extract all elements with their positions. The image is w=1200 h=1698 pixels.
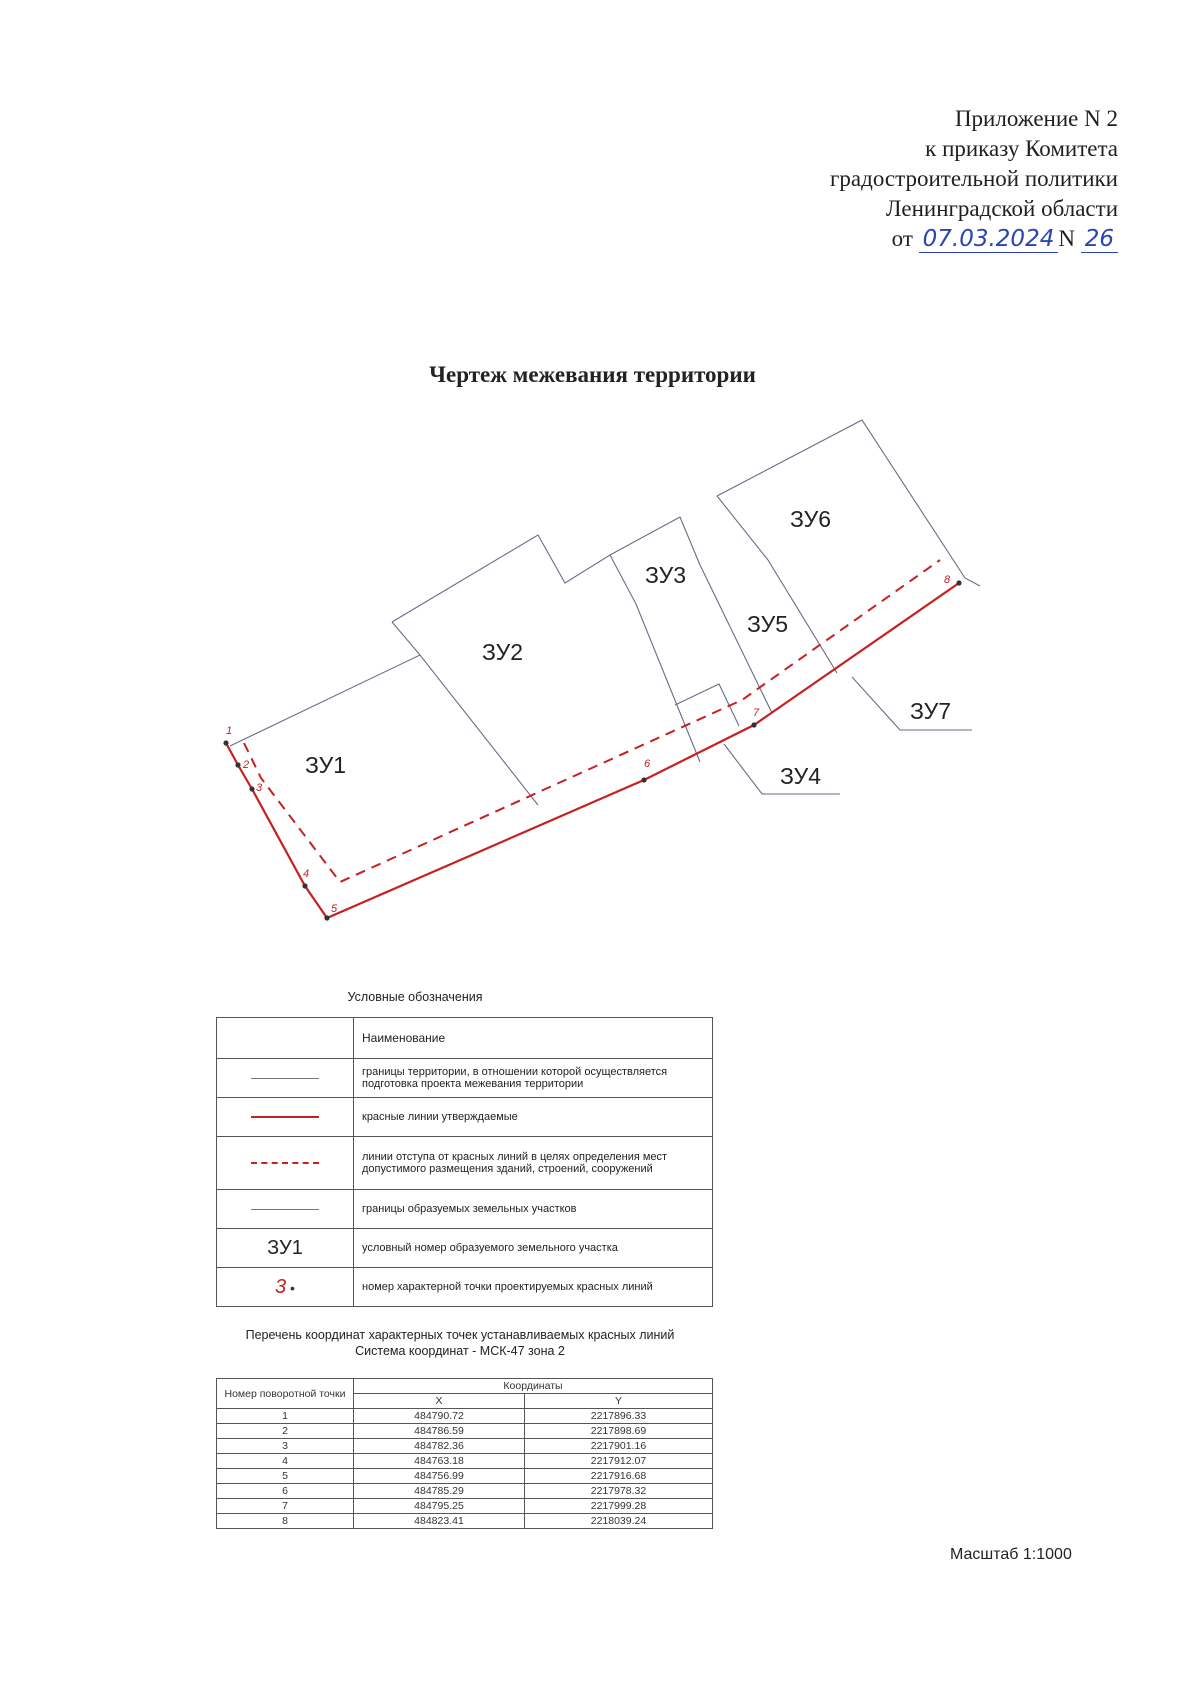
point-3	[249, 786, 254, 791]
table-row	[217, 1499, 713, 1514]
appendix-line: Ленинградской области	[885, 196, 1118, 221]
col-number: Номер поворотной точки	[217, 1379, 354, 1409]
point-7	[751, 722, 756, 727]
appendix-line: Приложение N 2	[954, 106, 1118, 131]
legend-header: Наименование	[354, 1018, 713, 1059]
coord-cell-x: 484795.25	[354, 1499, 525, 1514]
zu2-side	[392, 622, 420, 655]
point-label: 6	[644, 758, 651, 770]
legend-row	[217, 1137, 713, 1190]
point-4	[302, 883, 307, 888]
legend-row	[217, 1229, 713, 1268]
point-label: 4	[303, 868, 310, 880]
coord-cell-y: 2217912.07	[524, 1454, 712, 1469]
appendix-line: к приказу Комитета	[925, 136, 1118, 161]
scale-label: Масштаб 1:1000	[950, 1546, 1072, 1563]
legend-symbol-cell	[217, 1018, 354, 1059]
col-coords: Координаты	[354, 1379, 713, 1394]
zu1-boundary	[230, 655, 538, 805]
coord-cell-x: 484786.59	[354, 1424, 525, 1439]
legend-symbol-cell	[217, 1229, 354, 1268]
legend-text: номер характерной точки проектируемых красных линий	[354, 1268, 713, 1307]
coord-cell-x: 484785.29	[354, 1484, 525, 1499]
point-2	[235, 762, 240, 767]
point-label: 5	[331, 903, 338, 915]
coords-caption-line: Система координат - МСК-47 зона 2	[355, 1344, 565, 1358]
coord-cell-x: 484790.72	[354, 1409, 525, 1424]
parcel-label: ЗУ4	[780, 763, 822, 789]
parcel-label: ЗУ3	[645, 562, 687, 588]
appendix-line: градостроительной политики	[830, 166, 1118, 191]
legend-row	[217, 1059, 713, 1098]
legend-symbol-cell	[217, 1190, 354, 1229]
coord-cell-n: 4	[217, 1454, 354, 1469]
coord-cell-y: 2217901.16	[524, 1439, 712, 1454]
coord-cell-n: 1	[217, 1409, 354, 1424]
parcel-label: ЗУ7	[910, 698, 952, 724]
col-y: Y	[524, 1394, 712, 1409]
coord-cell-y: 2218039.24	[524, 1514, 712, 1529]
parcel-label: ЗУ1	[305, 752, 347, 778]
table-row	[217, 1469, 713, 1484]
coord-cell-n: 6	[217, 1484, 354, 1499]
zu6-boundary	[717, 420, 980, 586]
coord-cell-y: 2217916.68	[524, 1469, 712, 1484]
legend-symbol-cell	[217, 1059, 354, 1098]
coord-cell-n: 7	[217, 1499, 354, 1514]
coord-cell-x: 484763.18	[354, 1454, 525, 1469]
coord-cell-x: 484823.41	[354, 1514, 525, 1529]
coord-cell-n: 8	[217, 1514, 354, 1529]
date-prefix: от	[891, 226, 913, 251]
point-5	[324, 915, 329, 920]
legend-text: границы территории, в отношении которой осуществляется подготовка проекта межевания территории	[354, 1059, 713, 1098]
legend-text: линии отступа от красных линий в целях определения мест допустимого размещения зданий, строений, сооружений	[354, 1137, 713, 1190]
parcel-label: ЗУ2	[482, 639, 524, 665]
legend-symbol-cell	[217, 1268, 354, 1307]
zu5-zu6-divider	[717, 496, 768, 560]
table-row	[217, 1484, 713, 1499]
parcel-boundaries	[230, 420, 980, 805]
coord-cell-n: 5	[217, 1469, 354, 1484]
coord-cell-x: 484756.99	[354, 1469, 525, 1484]
coords-caption	[0, 1327, 920, 1359]
coord-cell-n: 3	[217, 1439, 354, 1454]
coord-cell-x: 484782.36	[354, 1439, 525, 1454]
table-row	[217, 1409, 713, 1424]
legend-text: условный номер образуемого земельного участка	[354, 1229, 713, 1268]
coords-caption-line: Перечень координат характерных точек устанавливаемых красных линий	[245, 1328, 675, 1342]
legend-text: границы образуемых земельных участков	[354, 1190, 713, 1229]
legend-header-row	[217, 1018, 713, 1059]
table-row	[217, 1454, 713, 1469]
thin-line-symbol	[251, 1078, 319, 1079]
red-dashed-line-symbol	[251, 1162, 319, 1164]
red-line	[226, 583, 959, 918]
red-line-symbol	[251, 1116, 319, 1118]
point-8	[956, 580, 961, 585]
coords-body	[217, 1409, 713, 1529]
table-row	[217, 1424, 713, 1439]
coord-cell-y: 2217896.33	[524, 1409, 712, 1424]
parcel-labels	[305, 506, 951, 789]
point-number-symbol: 3	[275, 1275, 287, 1298]
point-label: 8	[944, 574, 951, 586]
legend-row	[217, 1268, 713, 1307]
coord-cell-n: 2	[217, 1424, 354, 1439]
point-dot-icon: •	[286, 1279, 295, 1296]
parcel-label-symbol: ЗУ1	[267, 1236, 303, 1259]
parcel-label: ЗУ5	[747, 611, 789, 637]
number-prefix: N	[1058, 226, 1075, 251]
point-labels	[226, 574, 951, 915]
legend-symbol-cell	[217, 1098, 354, 1137]
legend-row	[217, 1190, 713, 1229]
point-label: 2	[243, 759, 250, 771]
handwritten-date: 07.03.2024	[919, 226, 1059, 253]
legend-table	[216, 1017, 713, 1307]
coord-cell-y: 2217978.32	[524, 1484, 712, 1499]
legend-row	[217, 1098, 713, 1137]
point-1	[223, 740, 228, 745]
point-label: 3	[256, 782, 263, 794]
point-label: 1	[226, 725, 233, 737]
coord-cell-y: 2217898.69	[524, 1424, 712, 1439]
legend-symbol-cell	[217, 1137, 354, 1190]
table-row	[217, 1439, 713, 1454]
table-row	[217, 1514, 713, 1529]
thin-line-symbol	[251, 1209, 319, 1210]
coordinates-table	[216, 1378, 713, 1529]
handwritten-number: 26	[1081, 226, 1118, 253]
coords-header-row	[217, 1379, 713, 1394]
point-6	[641, 777, 646, 782]
setback-line	[244, 560, 940, 882]
legend-text: красные линии утверждаемые	[354, 1098, 713, 1137]
legend-caption: Условные обозначения	[347, 990, 483, 1004]
page-title: Чертеж межевания территории	[429, 362, 756, 387]
red-line-points	[223, 580, 961, 920]
col-x: X	[354, 1394, 525, 1409]
parcel-label: ЗУ6	[790, 506, 832, 532]
coord-cell-y: 2217999.28	[524, 1499, 712, 1514]
point-label: 7	[753, 707, 760, 719]
